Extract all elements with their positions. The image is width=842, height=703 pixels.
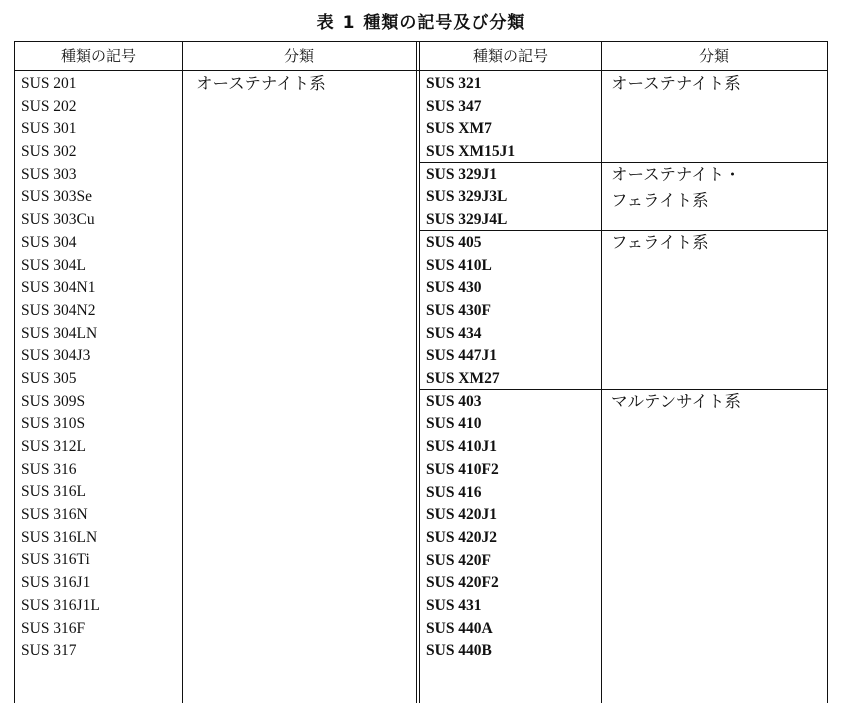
table-title — [0, 8, 842, 33]
steel-grade-code: SUS 329J3L — [426, 188, 508, 206]
right-classification — [611, 389, 741, 415]
right-classification — [611, 230, 709, 256]
steel-grade-code: SUS 317 — [21, 642, 77, 660]
header-class-left: 分類 — [283, 47, 314, 65]
steel-grade-code: SUS 405 — [426, 233, 482, 251]
steel-grade-code: SUS 304N1 — [21, 279, 96, 297]
table-header-row — [15, 42, 827, 71]
steel-grade-code: SUS 304LN — [21, 324, 98, 342]
steel-grade-code: SUS 410F2 — [426, 460, 499, 478]
steel-grade-code: SUS 316N — [21, 506, 88, 524]
steel-grade-code: SUS 410J1 — [426, 438, 498, 456]
classification-line: マルテンサイト系 — [611, 391, 742, 411]
header-class-right: 分類 — [698, 47, 729, 65]
steel-grade-code: SUS 329J1 — [426, 165, 498, 183]
steel-grade-code: SUS 316 — [21, 460, 77, 478]
steel-grade-code: SUS 316Ti — [21, 551, 90, 569]
steel-grade-code: SUS 303 — [21, 165, 77, 183]
table-title-label: 表 — [316, 13, 335, 33]
right-code-list — [426, 391, 499, 663]
steel-grade-code: SUS 434 — [426, 324, 482, 342]
steel-grade-code: SUS XM27 — [426, 370, 500, 388]
steel-grade-code: SUS XM15J1 — [426, 143, 516, 161]
classification-line: フェライト系 — [611, 232, 709, 252]
column-divider-double — [416, 42, 420, 703]
classification-line: オーステナイト・ — [611, 164, 741, 184]
table-title-number: 1 — [342, 13, 356, 33]
steel-grade-code: SUS 312L — [21, 438, 87, 455]
steel-grade-code: SUS 321 — [426, 75, 482, 92]
steel-grade-code: SUS 310S — [21, 415, 86, 433]
steel-grade-code: SUS 420J1 — [426, 506, 498, 524]
right-classification — [611, 162, 741, 214]
steel-grade-code: SUS 304L — [21, 256, 87, 274]
table-title-text: 種類の記号及び分類 — [363, 13, 526, 33]
steel-grade-code: SUS 304J3 — [21, 347, 91, 365]
left-classification: オーステナイト系 — [196, 74, 326, 93]
steel-grade-code: SUS 440A — [426, 619, 493, 637]
right-code-list — [426, 164, 507, 232]
right-code-list — [426, 232, 500, 391]
left-code-list — [21, 73, 100, 663]
steel-grade-code: SUS 201 — [21, 75, 77, 92]
steel-grade-code: SUS 309S — [21, 392, 86, 410]
steel-grade-code: SUS 410 — [426, 415, 482, 433]
steel-grade-code: SUS 316F — [21, 619, 86, 637]
steel-grade-code: SUS 329J4L — [426, 211, 508, 229]
column-divider — [182, 42, 183, 703]
steel-grade-code: SUS 440B — [426, 642, 492, 660]
header-code-right: 種類の記号 — [472, 47, 548, 65]
steel-grade-code: SUS 410L — [426, 256, 492, 274]
classification-line: フェライト系 — [611, 190, 709, 210]
steel-grade-code: SUS 202 — [21, 97, 77, 115]
steel-grade-code: SUS 301 — [21, 120, 77, 138]
steel-grade-code: SUS 416 — [426, 483, 482, 501]
steel-grade-code: SUS 316LN — [21, 528, 98, 546]
column-divider — [601, 42, 602, 703]
steel-grade-code: SUS 304N2 — [21, 301, 96, 319]
steel-grade-code: SUS 420F2 — [426, 574, 499, 592]
classification-line: オーステナイト系 — [611, 74, 741, 93]
steel-grade-code: SUS 316L — [21, 483, 87, 501]
right-code-list — [426, 73, 515, 164]
steel-grade-code: SUS 403 — [426, 392, 482, 410]
steel-grade-code: SUS 316J1 — [21, 574, 91, 592]
header-code-left: 種類の記号 — [60, 47, 136, 65]
classification-table — [14, 41, 828, 703]
steel-grade-code: SUS 431 — [426, 596, 482, 614]
steel-grade-code: SUS XM7 — [426, 120, 492, 138]
steel-grade-code: SUS 303Se — [21, 188, 93, 206]
steel-grade-code: SUS 447J1 — [426, 347, 498, 365]
right-classification — [611, 71, 741, 97]
steel-grade-code: SUS 430 — [426, 279, 482, 297]
steel-grade-code: SUS 420F — [426, 551, 492, 569]
steel-grade-code: SUS 316J1L — [21, 596, 100, 614]
steel-grade-code: SUS 302 — [21, 143, 77, 161]
steel-grade-code: SUS 305 — [21, 369, 77, 387]
steel-grade-code: SUS 420J2 — [426, 528, 498, 546]
steel-grade-code: SUS 347 — [426, 97, 482, 115]
steel-grade-code: SUS 430F — [426, 301, 492, 319]
steel-grade-code: SUS 304 — [21, 233, 77, 251]
steel-grade-code: SUS 303Cu — [21, 211, 95, 229]
